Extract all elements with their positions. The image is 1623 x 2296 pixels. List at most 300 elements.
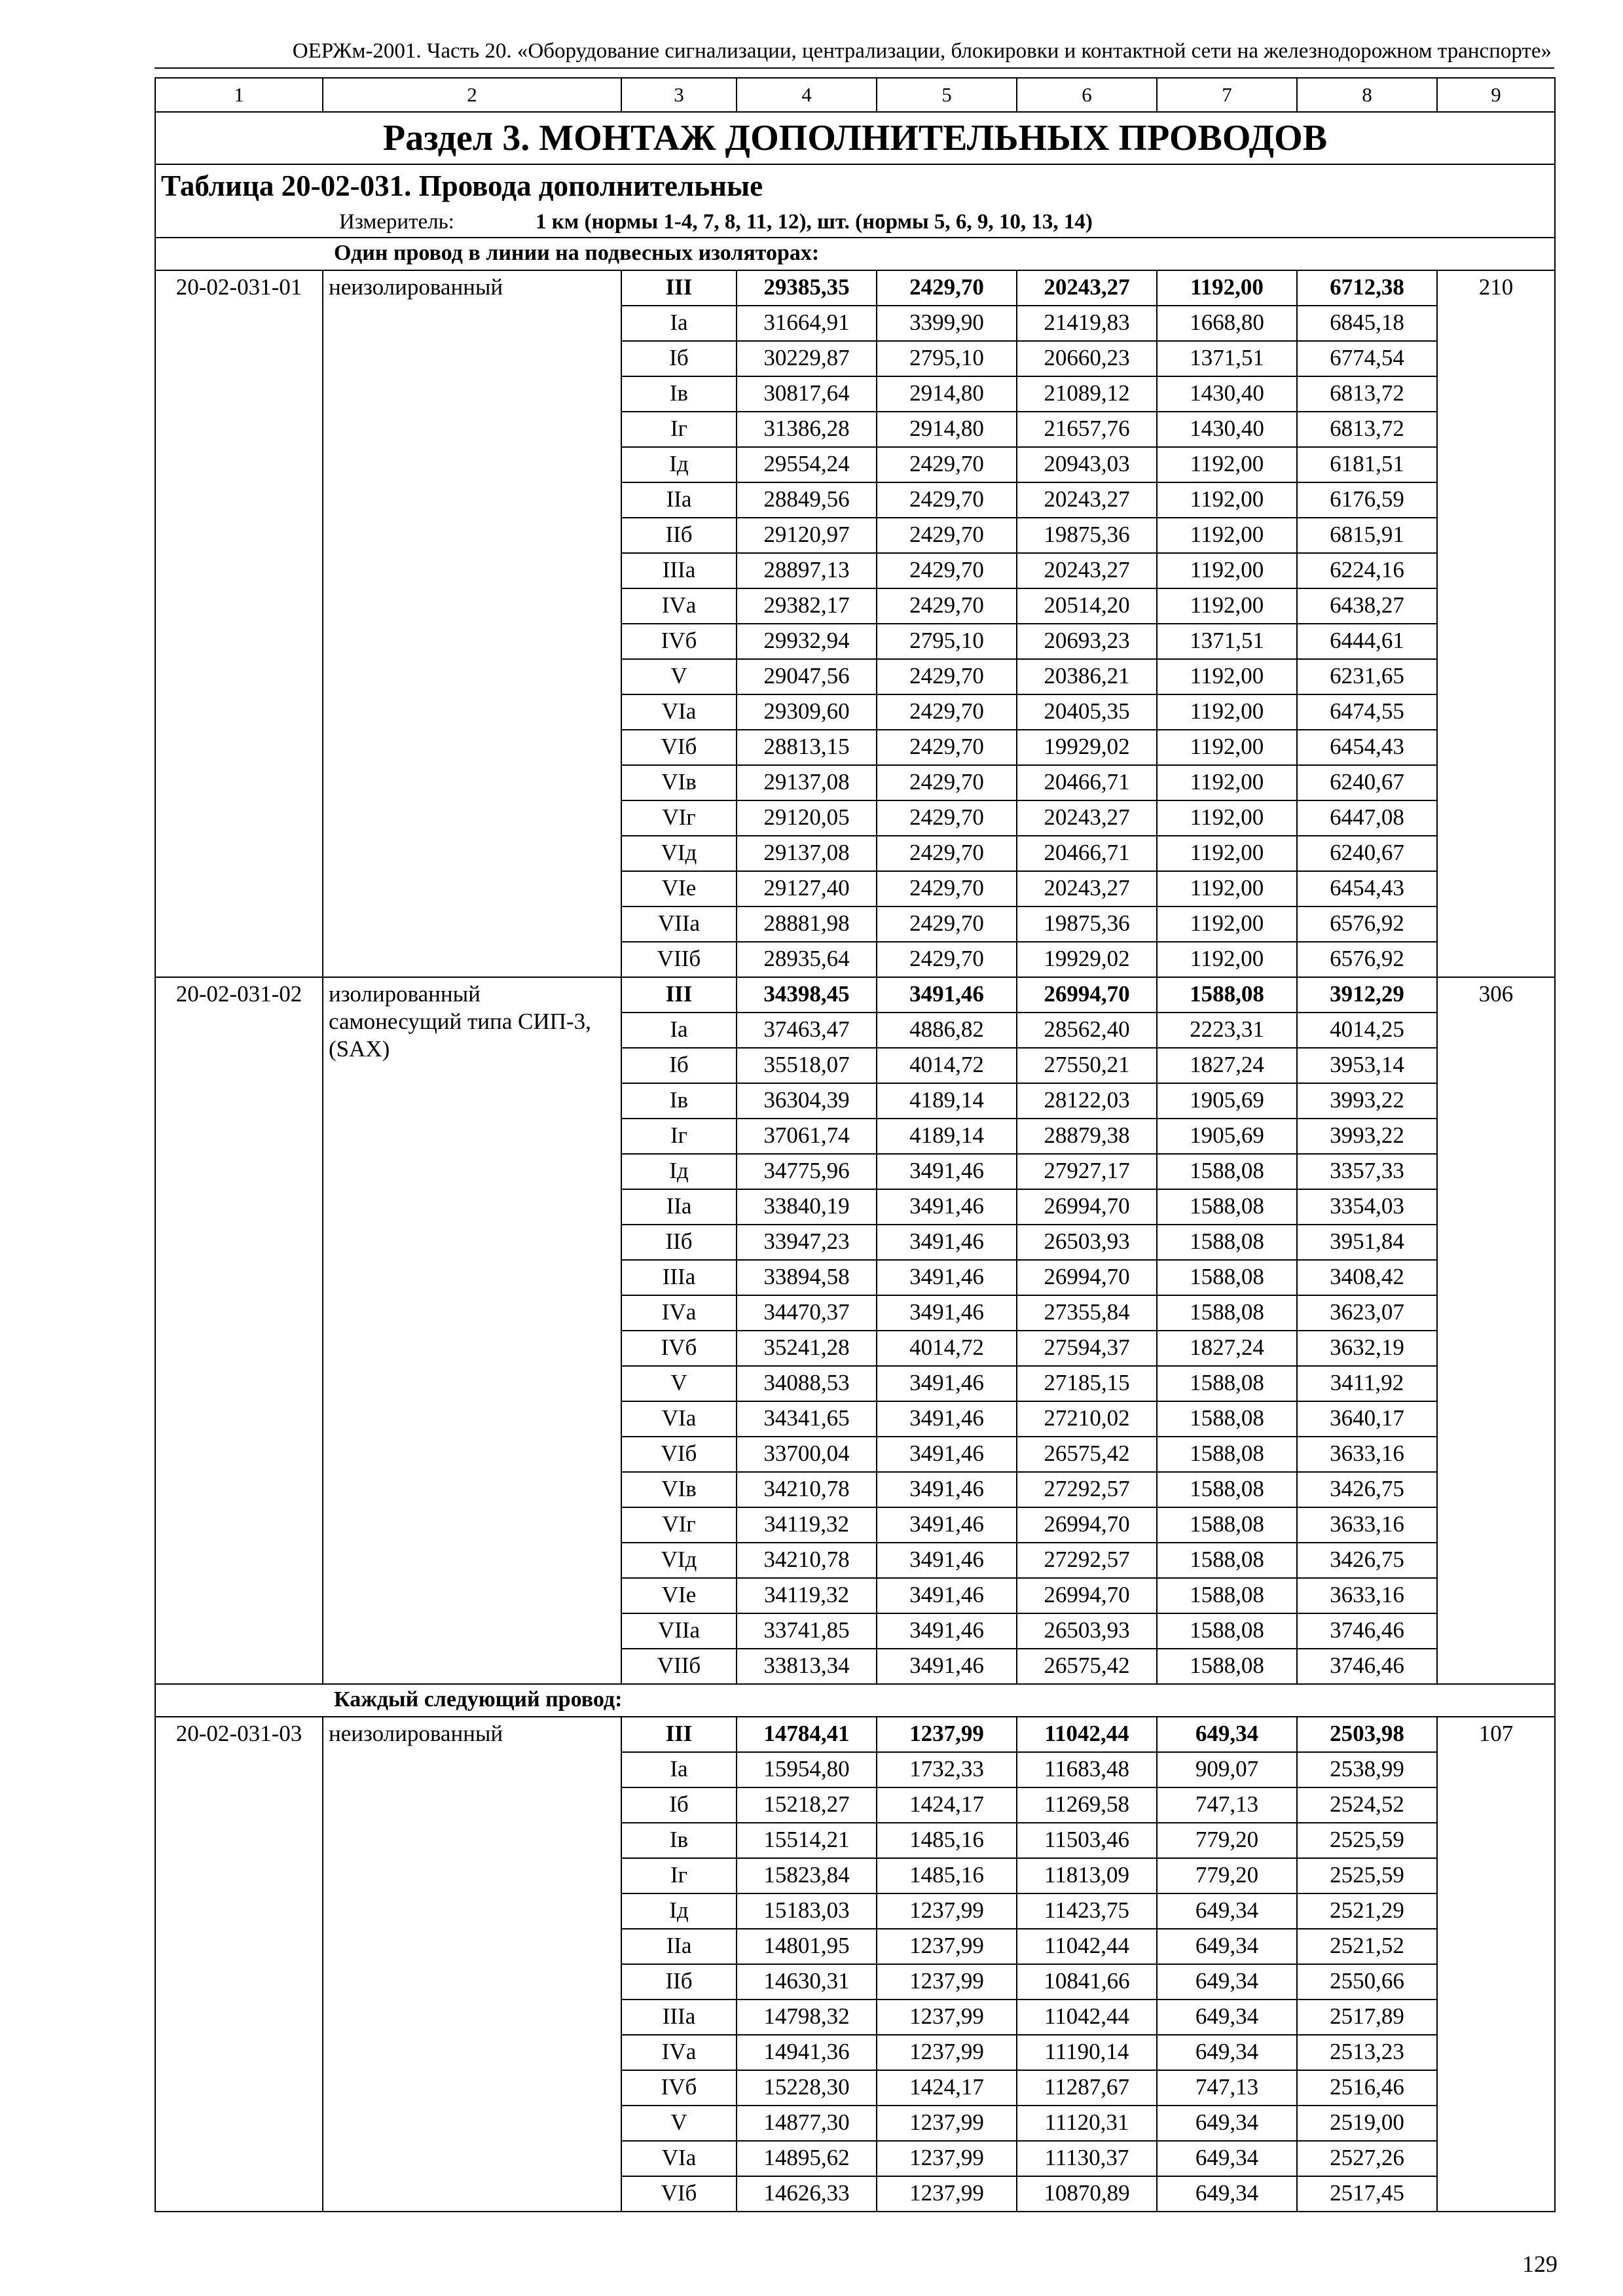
materials-cell: 3953,14 bbox=[1297, 1048, 1437, 1083]
table-title: Таблица 20-02-031. Провода дополнительные bbox=[155, 164, 1555, 207]
region-cell: IIIа bbox=[621, 1260, 737, 1295]
machinist-wages-cell: 1192,00 bbox=[1157, 588, 1297, 624]
total-cost-cell: 35241,28 bbox=[737, 1331, 877, 1366]
materials-cell: 2550,66 bbox=[1297, 1964, 1437, 2000]
materials-cell: 3993,22 bbox=[1297, 1083, 1437, 1119]
region-cell: IVа bbox=[621, 588, 737, 624]
region-cell: Iа bbox=[621, 306, 737, 341]
total-cost-cell: 29385,35 bbox=[737, 270, 877, 306]
machines-cell: 11813,09 bbox=[1017, 1858, 1157, 1893]
machines-cell: 26994,70 bbox=[1017, 1189, 1157, 1225]
total-cost-cell: 37061,74 bbox=[737, 1119, 877, 1154]
total-cost-cell: 34210,78 bbox=[737, 1472, 877, 1507]
machines-cell: 27594,37 bbox=[1017, 1331, 1157, 1366]
page-header: ОЕРЖм-2001. Часть 20. «Оборудование сигнализации, централизации, блокировки и контактной сети на железнодорожном транспорте» bbox=[292, 39, 1552, 63]
meter-label: Измеритель: bbox=[339, 210, 454, 234]
region-cell: VIIб bbox=[621, 1649, 737, 1684]
machines-cell: 21657,76 bbox=[1017, 412, 1157, 447]
machines-cell: 20243,27 bbox=[1017, 553, 1157, 588]
wages-cell: 1485,16 bbox=[877, 1823, 1017, 1858]
region-cell: IIа bbox=[621, 1189, 737, 1225]
wages-cell: 4014,72 bbox=[877, 1048, 1017, 1083]
total-cost-cell: 15823,84 bbox=[737, 1858, 877, 1893]
machines-cell: 28122,03 bbox=[1017, 1083, 1157, 1119]
materials-cell: 2513,23 bbox=[1297, 2035, 1437, 2070]
machinist-wages-cell: 1430,40 bbox=[1157, 376, 1297, 412]
region-cell: VIIб bbox=[621, 942, 737, 977]
materials-cell: 6444,61 bbox=[1297, 624, 1437, 659]
machinist-wages-cell: 649,34 bbox=[1157, 1929, 1297, 1964]
materials-cell: 6813,72 bbox=[1297, 376, 1437, 412]
region-cell: Iа bbox=[621, 1752, 737, 1787]
machinist-wages-cell: 747,13 bbox=[1157, 2070, 1297, 2106]
wages-cell: 1237,99 bbox=[877, 2035, 1017, 2070]
group-subheading-text: Каждый следующий провод: bbox=[334, 1687, 623, 1712]
wages-cell: 3491,46 bbox=[877, 1437, 1017, 1472]
wages-cell: 3491,46 bbox=[877, 1295, 1017, 1331]
machines-cell: 10841,66 bbox=[1017, 1964, 1157, 2000]
machines-cell: 11130,37 bbox=[1017, 2141, 1157, 2176]
wages-cell: 2429,70 bbox=[877, 270, 1017, 306]
total-cost-cell: 35518,07 bbox=[737, 1048, 877, 1083]
machinist-wages-cell: 1905,69 bbox=[1157, 1119, 1297, 1154]
wages-cell: 2429,70 bbox=[877, 588, 1017, 624]
region-cell: VIг bbox=[621, 800, 737, 836]
group-subheading-row bbox=[155, 1684, 1555, 1717]
machines-cell: 20243,27 bbox=[1017, 800, 1157, 836]
materials-cell: 3632,19 bbox=[1297, 1331, 1437, 1366]
materials-cell: 3354,03 bbox=[1297, 1189, 1437, 1225]
total-cost-cell: 28897,13 bbox=[737, 553, 877, 588]
machinist-wages-cell: 1588,08 bbox=[1157, 1154, 1297, 1189]
wages-cell: 2429,70 bbox=[877, 906, 1017, 942]
total-cost-cell: 15183,03 bbox=[737, 1893, 877, 1929]
total-cost-cell: 34119,32 bbox=[737, 1578, 877, 1613]
materials-cell: 3912,29 bbox=[1297, 977, 1437, 1013]
region-cell: Iб bbox=[621, 1048, 737, 1083]
labor-cell: 107 bbox=[1437, 1717, 1555, 2212]
region-cell: IIа bbox=[621, 482, 737, 518]
machinist-wages-cell: 779,20 bbox=[1157, 1858, 1297, 1893]
region-cell: V bbox=[621, 1366, 737, 1401]
machines-cell: 27927,17 bbox=[1017, 1154, 1157, 1189]
total-cost-cell: 29309,60 bbox=[737, 694, 877, 730]
materials-cell: 2519,00 bbox=[1297, 2106, 1437, 2141]
machinist-wages-cell: 1192,00 bbox=[1157, 553, 1297, 588]
region-cell: VIIа bbox=[621, 1613, 737, 1649]
machines-cell: 11683,48 bbox=[1017, 1752, 1157, 1787]
total-cost-cell: 29932,94 bbox=[737, 624, 877, 659]
machinist-wages-cell: 649,34 bbox=[1157, 2141, 1297, 2176]
machines-cell: 27355,84 bbox=[1017, 1295, 1157, 1331]
materials-cell: 6454,43 bbox=[1297, 871, 1437, 906]
machinist-wages-cell: 649,34 bbox=[1157, 2035, 1297, 2070]
region-cell: Iд bbox=[621, 1154, 737, 1189]
region-cell: IIа bbox=[621, 1929, 737, 1964]
total-cost-cell: 33813,34 bbox=[737, 1649, 877, 1684]
machinist-wages-cell: 1588,08 bbox=[1157, 1189, 1297, 1225]
machines-cell: 20243,27 bbox=[1017, 871, 1157, 906]
region-cell: VIд bbox=[621, 1543, 737, 1578]
wages-cell: 2429,70 bbox=[877, 730, 1017, 765]
wages-cell: 4189,14 bbox=[877, 1083, 1017, 1119]
norm-description: неизолированный bbox=[323, 270, 621, 977]
total-cost-cell: 14941,36 bbox=[737, 2035, 877, 2070]
total-cost-cell: 14798,32 bbox=[737, 2000, 877, 2035]
machines-cell: 26994,70 bbox=[1017, 1578, 1157, 1613]
machines-cell: 27292,57 bbox=[1017, 1543, 1157, 1578]
total-cost-cell: 29382,17 bbox=[737, 588, 877, 624]
table-title-row bbox=[155, 164, 1555, 207]
total-cost-cell: 14877,30 bbox=[737, 2106, 877, 2141]
wages-cell: 2429,70 bbox=[877, 942, 1017, 977]
region-cell: VIе bbox=[621, 1578, 737, 1613]
materials-cell: 6845,18 bbox=[1297, 306, 1437, 341]
materials-cell: 6224,16 bbox=[1297, 553, 1437, 588]
meter-cell bbox=[155, 207, 1555, 238]
materials-cell: 6176,59 bbox=[1297, 482, 1437, 518]
machines-cell: 11120,31 bbox=[1017, 2106, 1157, 2141]
materials-cell: 6576,92 bbox=[1297, 942, 1437, 977]
region-cell: IIб bbox=[621, 1964, 737, 2000]
wages-cell: 2429,70 bbox=[877, 694, 1017, 730]
wages-cell: 3491,46 bbox=[877, 1472, 1017, 1507]
column-number: 1 bbox=[155, 78, 323, 112]
machines-cell: 27210,02 bbox=[1017, 1401, 1157, 1437]
machines-cell: 11042,44 bbox=[1017, 1717, 1157, 1752]
wages-cell: 3491,46 bbox=[877, 977, 1017, 1013]
machines-cell: 20386,21 bbox=[1017, 659, 1157, 694]
machines-cell: 20943,03 bbox=[1017, 447, 1157, 482]
wages-cell: 3491,46 bbox=[877, 1613, 1017, 1649]
total-cost-cell: 28881,98 bbox=[737, 906, 877, 942]
total-cost-cell: 29047,56 bbox=[737, 659, 877, 694]
total-cost-cell: 34341,65 bbox=[737, 1401, 877, 1437]
machinist-wages-cell: 1371,51 bbox=[1157, 341, 1297, 376]
region-cell: V bbox=[621, 2106, 737, 2141]
region-cell: IIб bbox=[621, 518, 737, 553]
machinist-wages-cell: 747,13 bbox=[1157, 1787, 1297, 1823]
machines-cell: 10870,89 bbox=[1017, 2176, 1157, 2212]
machinist-wages-cell: 1588,08 bbox=[1157, 977, 1297, 1013]
region-cell: VIв bbox=[621, 765, 737, 800]
region-cell: VIб bbox=[621, 1437, 737, 1472]
wages-cell: 2429,70 bbox=[877, 800, 1017, 836]
total-cost-cell: 14626,33 bbox=[737, 2176, 877, 2212]
machinist-wages-cell: 909,07 bbox=[1157, 1752, 1297, 1787]
total-cost-cell: 34775,96 bbox=[737, 1154, 877, 1189]
wages-cell: 3491,46 bbox=[877, 1649, 1017, 1684]
materials-cell: 2524,52 bbox=[1297, 1787, 1437, 1823]
machines-cell: 19929,02 bbox=[1017, 730, 1157, 765]
total-cost-cell: 14895,62 bbox=[737, 2141, 877, 2176]
machines-cell: 27550,21 bbox=[1017, 1048, 1157, 1083]
machines-cell: 20405,35 bbox=[1017, 694, 1157, 730]
machines-cell: 20243,27 bbox=[1017, 270, 1157, 306]
materials-cell: 3426,75 bbox=[1297, 1543, 1437, 1578]
total-cost-cell: 29137,08 bbox=[737, 765, 877, 800]
wages-cell: 4886,82 bbox=[877, 1013, 1017, 1048]
wages-cell: 1237,99 bbox=[877, 1717, 1017, 1752]
total-cost-cell: 34119,32 bbox=[737, 1507, 877, 1543]
total-cost-cell: 15218,27 bbox=[737, 1787, 877, 1823]
machinist-wages-cell: 2223,31 bbox=[1157, 1013, 1297, 1048]
machinist-wages-cell: 1192,00 bbox=[1157, 518, 1297, 553]
materials-cell: 3357,33 bbox=[1297, 1154, 1437, 1189]
region-cell: IIб bbox=[621, 1225, 737, 1260]
total-cost-cell: 28849,56 bbox=[737, 482, 877, 518]
column-number-row bbox=[155, 78, 1555, 112]
machines-cell: 19875,36 bbox=[1017, 906, 1157, 942]
region-cell: Iв bbox=[621, 1823, 737, 1858]
total-cost-cell: 33840,19 bbox=[737, 1189, 877, 1225]
materials-cell: 6454,43 bbox=[1297, 730, 1437, 765]
wages-cell: 1424,17 bbox=[877, 1787, 1017, 1823]
region-cell: Iа bbox=[621, 1013, 737, 1048]
labor-cell: 306 bbox=[1437, 977, 1555, 1684]
machinist-wages-cell: 1192,00 bbox=[1157, 765, 1297, 800]
column-number: 7 bbox=[1157, 78, 1297, 112]
machinist-wages-cell: 1827,24 bbox=[1157, 1331, 1297, 1366]
total-cost-cell: 14801,95 bbox=[737, 1929, 877, 1964]
norm-code: 20-02-031-01 bbox=[155, 270, 323, 977]
region-cell: VIа bbox=[621, 1401, 737, 1437]
region-cell: VIб bbox=[621, 730, 737, 765]
machinist-wages-cell: 649,34 bbox=[1157, 2000, 1297, 2035]
wages-cell: 2795,10 bbox=[877, 341, 1017, 376]
region-cell: III bbox=[621, 1717, 737, 1752]
region-cell: VIв bbox=[621, 1472, 737, 1507]
column-number: 9 bbox=[1437, 78, 1555, 112]
total-cost-cell: 15514,21 bbox=[737, 1823, 877, 1858]
machinist-wages-cell: 1192,00 bbox=[1157, 942, 1297, 977]
machinist-wages-cell: 1588,08 bbox=[1157, 1578, 1297, 1613]
machines-cell: 11423,75 bbox=[1017, 1893, 1157, 1929]
machinist-wages-cell: 649,34 bbox=[1157, 2176, 1297, 2212]
materials-cell: 3746,46 bbox=[1297, 1649, 1437, 1684]
section-title: Раздел 3. МОНТАЖ ДОПОЛНИТЕЛЬНЫХ ПРОВОДОВ bbox=[155, 112, 1555, 164]
machines-cell: 27185,15 bbox=[1017, 1366, 1157, 1401]
wages-cell: 3491,46 bbox=[877, 1543, 1017, 1578]
machines-cell: 21419,83 bbox=[1017, 306, 1157, 341]
region-cell: Iб bbox=[621, 341, 737, 376]
total-cost-cell: 33700,04 bbox=[737, 1437, 877, 1472]
column-number: 2 bbox=[323, 78, 621, 112]
machines-cell: 21089,12 bbox=[1017, 376, 1157, 412]
machines-cell: 26503,93 bbox=[1017, 1225, 1157, 1260]
machines-cell: 20514,20 bbox=[1017, 588, 1157, 624]
total-cost-cell: 36304,39 bbox=[737, 1083, 877, 1119]
wages-cell: 3491,46 bbox=[877, 1366, 1017, 1401]
wages-cell: 4189,14 bbox=[877, 1119, 1017, 1154]
wages-cell: 3491,46 bbox=[877, 1225, 1017, 1260]
machinist-wages-cell: 1588,08 bbox=[1157, 1472, 1297, 1507]
machinist-wages-cell: 649,34 bbox=[1157, 1893, 1297, 1929]
region-cell: Iд bbox=[621, 1893, 737, 1929]
total-cost-cell: 34470,37 bbox=[737, 1295, 877, 1331]
region-cell: Iг bbox=[621, 412, 737, 447]
machines-cell: 26994,70 bbox=[1017, 1260, 1157, 1295]
table-row bbox=[155, 1717, 1555, 1752]
region-cell: VIе bbox=[621, 871, 737, 906]
norm-code: 20-02-031-02 bbox=[155, 977, 323, 1684]
materials-cell: 6181,51 bbox=[1297, 447, 1437, 482]
wages-cell: 2429,70 bbox=[877, 659, 1017, 694]
machinist-wages-cell: 1588,08 bbox=[1157, 1649, 1297, 1684]
materials-cell: 6576,92 bbox=[1297, 906, 1437, 942]
materials-cell: 2525,59 bbox=[1297, 1858, 1437, 1893]
machines-cell: 26503,93 bbox=[1017, 1613, 1157, 1649]
materials-cell: 3640,17 bbox=[1297, 1401, 1437, 1437]
machines-cell: 20243,27 bbox=[1017, 482, 1157, 518]
machinist-wages-cell: 1588,08 bbox=[1157, 1366, 1297, 1401]
labor-cell: 210 bbox=[1437, 270, 1555, 977]
norm-description: изолированный самонесущий типа СИП-3, (SAX) bbox=[323, 977, 621, 1684]
wages-cell: 2429,70 bbox=[877, 518, 1017, 553]
region-cell: IIIа bbox=[621, 553, 737, 588]
machines-cell: 11190,14 bbox=[1017, 2035, 1157, 2070]
machines-cell: 20660,23 bbox=[1017, 341, 1157, 376]
machinist-wages-cell: 1371,51 bbox=[1157, 624, 1297, 659]
wages-cell: 2429,70 bbox=[877, 447, 1017, 482]
machinist-wages-cell: 1430,40 bbox=[1157, 412, 1297, 447]
wages-cell: 3491,46 bbox=[877, 1401, 1017, 1437]
machinist-wages-cell: 1588,08 bbox=[1157, 1401, 1297, 1437]
materials-cell: 6712,38 bbox=[1297, 270, 1437, 306]
materials-cell: 2538,99 bbox=[1297, 1752, 1437, 1787]
materials-cell: 6815,91 bbox=[1297, 518, 1437, 553]
machines-cell: 11042,44 bbox=[1017, 1929, 1157, 1964]
region-cell: VIб bbox=[621, 2176, 737, 2212]
machinist-wages-cell: 649,34 bbox=[1157, 2106, 1297, 2141]
machines-cell: 26994,70 bbox=[1017, 1507, 1157, 1543]
machinist-wages-cell: 1192,00 bbox=[1157, 836, 1297, 871]
materials-cell: 2521,52 bbox=[1297, 1929, 1437, 1964]
wages-cell: 3491,46 bbox=[877, 1260, 1017, 1295]
machinist-wages-cell: 1588,08 bbox=[1157, 1260, 1297, 1295]
total-cost-cell: 33741,85 bbox=[737, 1613, 877, 1649]
total-cost-cell: 31664,91 bbox=[737, 306, 877, 341]
machinist-wages-cell: 779,20 bbox=[1157, 1823, 1297, 1858]
wages-cell: 1732,33 bbox=[877, 1752, 1017, 1787]
region-cell: VIIа bbox=[621, 906, 737, 942]
region-cell: Iг bbox=[621, 1119, 737, 1154]
total-cost-cell: 28813,15 bbox=[737, 730, 877, 765]
materials-cell: 2525,59 bbox=[1297, 1823, 1437, 1858]
materials-cell: 3411,92 bbox=[1297, 1366, 1437, 1401]
total-cost-cell: 30229,87 bbox=[737, 341, 877, 376]
machines-cell: 11287,67 bbox=[1017, 2070, 1157, 2106]
total-cost-cell: 31386,28 bbox=[737, 412, 877, 447]
machines-cell: 20466,71 bbox=[1017, 836, 1157, 871]
machines-cell: 26994,70 bbox=[1017, 977, 1157, 1013]
total-cost-cell: 29127,40 bbox=[737, 871, 877, 906]
machinist-wages-cell: 1668,80 bbox=[1157, 306, 1297, 341]
machines-cell: 19875,36 bbox=[1017, 518, 1157, 553]
materials-cell: 6774,54 bbox=[1297, 341, 1437, 376]
region-cell: IVб bbox=[621, 624, 737, 659]
machinist-wages-cell: 1588,08 bbox=[1157, 1437, 1297, 1472]
page-number: 129 bbox=[1522, 2251, 1558, 2277]
table-row bbox=[155, 977, 1555, 1013]
materials-cell: 3746,46 bbox=[1297, 1613, 1437, 1649]
machinist-wages-cell: 649,34 bbox=[1157, 1964, 1297, 2000]
region-cell: III bbox=[621, 977, 737, 1013]
materials-cell: 2517,45 bbox=[1297, 2176, 1437, 2212]
wages-cell: 3491,46 bbox=[877, 1189, 1017, 1225]
materials-cell: 2517,89 bbox=[1297, 2000, 1437, 2035]
machinist-wages-cell: 1827,24 bbox=[1157, 1048, 1297, 1083]
machines-cell: 26575,42 bbox=[1017, 1649, 1157, 1684]
wages-cell: 3491,46 bbox=[877, 1578, 1017, 1613]
machinist-wages-cell: 1192,00 bbox=[1157, 800, 1297, 836]
wages-cell: 1237,99 bbox=[877, 2141, 1017, 2176]
machinist-wages-cell: 649,34 bbox=[1157, 1717, 1297, 1752]
materials-cell: 6240,67 bbox=[1297, 765, 1437, 800]
wages-cell: 1237,99 bbox=[877, 2106, 1017, 2141]
machinist-wages-cell: 1588,08 bbox=[1157, 1507, 1297, 1543]
machines-cell: 19929,02 bbox=[1017, 942, 1157, 977]
norm-description: неизолированный bbox=[323, 1717, 621, 2212]
region-cell: V bbox=[621, 659, 737, 694]
materials-cell: 6438,27 bbox=[1297, 588, 1437, 624]
materials-cell: 6474,55 bbox=[1297, 694, 1437, 730]
region-cell: Iв bbox=[621, 376, 737, 412]
region-cell: Iв bbox=[621, 1083, 737, 1119]
wages-cell: 2914,80 bbox=[877, 376, 1017, 412]
machinist-wages-cell: 1192,00 bbox=[1157, 730, 1297, 765]
wages-cell: 2914,80 bbox=[877, 412, 1017, 447]
meter-row bbox=[155, 207, 1555, 238]
materials-cell: 6813,72 bbox=[1297, 412, 1437, 447]
wages-cell: 2429,70 bbox=[877, 553, 1017, 588]
total-cost-cell: 33947,23 bbox=[737, 1225, 877, 1260]
wages-cell: 2429,70 bbox=[877, 836, 1017, 871]
materials-cell: 6231,65 bbox=[1297, 659, 1437, 694]
machinist-wages-cell: 1588,08 bbox=[1157, 1225, 1297, 1260]
norms-table bbox=[155, 77, 1556, 2212]
region-cell: Iг bbox=[621, 1858, 737, 1893]
machinist-wages-cell: 1905,69 bbox=[1157, 1083, 1297, 1119]
wages-cell: 3491,46 bbox=[877, 1154, 1017, 1189]
materials-cell: 3633,16 bbox=[1297, 1437, 1437, 1472]
machinist-wages-cell: 1192,00 bbox=[1157, 447, 1297, 482]
region-cell: VIа bbox=[621, 694, 737, 730]
region-cell: Iб bbox=[621, 1787, 737, 1823]
machines-cell: 27292,57 bbox=[1017, 1472, 1157, 1507]
wages-cell: 1237,99 bbox=[877, 1929, 1017, 1964]
machines-cell: 28562,40 bbox=[1017, 1013, 1157, 1048]
region-cell: IIIа bbox=[621, 2000, 737, 2035]
norm-code: 20-02-031-03 bbox=[155, 1717, 323, 2212]
column-number: 5 bbox=[877, 78, 1017, 112]
total-cost-cell: 15228,30 bbox=[737, 2070, 877, 2106]
column-number: 8 bbox=[1297, 78, 1437, 112]
wages-cell: 3399,90 bbox=[877, 306, 1017, 341]
region-cell: VIг bbox=[621, 1507, 737, 1543]
wages-cell: 2429,70 bbox=[877, 482, 1017, 518]
group-subheading bbox=[155, 238, 1555, 270]
region-cell: IVб bbox=[621, 2070, 737, 2106]
group-subheading-row bbox=[155, 238, 1555, 270]
materials-cell: 6240,67 bbox=[1297, 836, 1437, 871]
total-cost-cell: 29554,24 bbox=[737, 447, 877, 482]
wages-cell: 1237,99 bbox=[877, 1964, 1017, 2000]
materials-cell: 3633,16 bbox=[1297, 1578, 1437, 1613]
materials-cell: 3633,16 bbox=[1297, 1507, 1437, 1543]
materials-cell: 2521,29 bbox=[1297, 1893, 1437, 1929]
section-row bbox=[155, 112, 1555, 164]
